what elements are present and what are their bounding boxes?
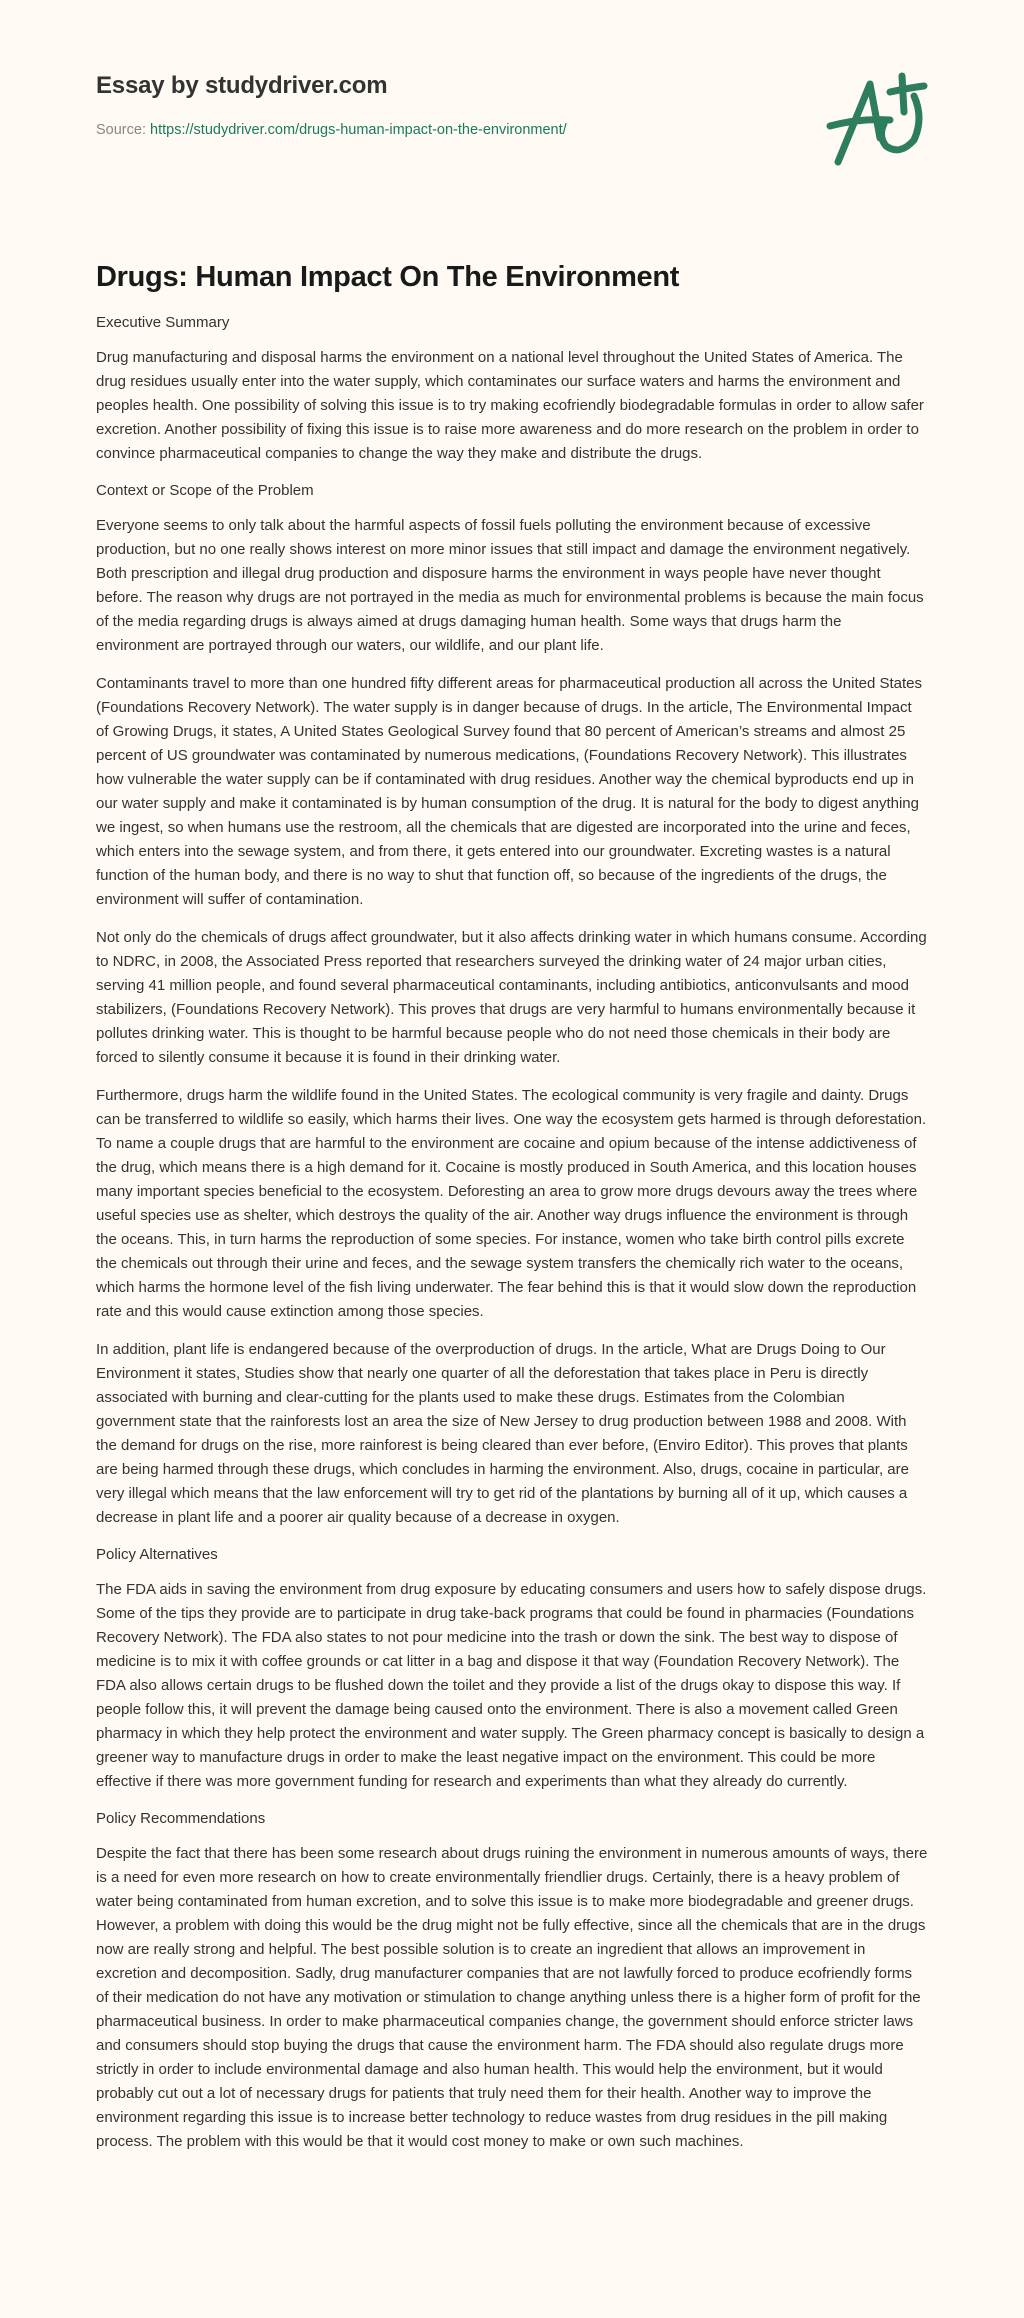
section-policy-recommendations — [96, 1808, 928, 2154]
site-title: Essay by studydriver.com — [96, 72, 388, 99]
section-context-scope — [96, 480, 928, 1530]
source-label: Source: — [96, 122, 146, 138]
paragraph: Contaminants travel to more than one hundred fifty different areas for pharmaceutical production all across the United States (Foundations Recovery Network). The water supply is in danger because of drugs. In the article, The Environmental Impact of Growing Drugs, it states, A United States Geological Survey found that 80 percent of American’s streams and almost 25 percent of US groundwater was contaminated by numerous medications, (Foundations Recovery Network). This illustrates how vulnerable the water supply can be if contaminated with drug residues. Another way the chemical byproducts end up in our water supply and make it contaminated is by human consumption of the drug. It is natural for the body to digest anything we ingest, so when humans use the restroom, all the chemicals that are digested are incorporated into the urine and feces, which enters into the sewage system, and from there, it gets entered into our groundwater. Excreting wastes is a natural function of the human body, and there is no way to shut that function off, so because of the ingredients of the drugs, the environment will suffer of contamination. — [96, 675, 923, 908]
section-heading: Policy Alternatives — [96, 1546, 218, 1563]
a-plus-logo-icon — [820, 66, 950, 166]
document-body — [0, 260, 1024, 2154]
page-header — [0, 0, 1024, 260]
paragraph: Drug manufacturing and disposal harms the environment on a national level throughout the United States of America. The drug residues usually enter into the water supply, which contaminates our surface waters and harms the environment and peoples health. One possibility of solving this issue is to try making ecofriendly biodegradable formulas in order to allow safer excretion. Another possibility of fixing this issue is to raise more awareness and do more research on the problem in order to convince pharmaceutical companies to change the way they make and distribute the drugs. — [96, 349, 924, 462]
paragraph: Furthermore, drugs harm the wildlife found in the United States. The ecological community is very fragile and dainty. Drugs can be transferred to wildlife so easily, which harms their lives. One way the ecosystem gets harmed is through deforestation. To name a couple drugs that are harmful to the environment are cocaine and opium because of the intense addictiveness of the drug, which means there is a high demand for it. Cocaine is mostly produced in South America, and this location houses many important species beneficial to the ecosystem. Deforesting an area to grow more drugs devours away the trees where useful species use as shelter, which destroys the quality of the air. Another way drugs influence the environment is through the oceans. This, in turn harms the reproduction of some species. For instance, women who take birth control pills excrete the chemicals out through their urine and feces, and the sewage system transfers the chemically rich water to the oceans, which harms the hormone level of the fish living underwater. The fear behind this is that it would slow down the reproduction rate and this would cause extinction among those species. — [96, 1087, 927, 1320]
paragraph: The FDA aids in saving the environment from drug exposure by educating consumers and users how to safely dispose drugs. Some of the tips they provide are to participate in drug take-back programs that could be found in pharmacies (Foundations Recovery Network). The FDA also states to not pour medicine into the trash or down the sink. The best way to dispose of medicine is to mix it with coffee grounds or cat litter in a bag and dispose it that way (Foundation Recovery Network). The FDA also allows certain drugs to be flushed down the toilet and they provide a list of the drugs okay to dispose this way. If people follow this, it will prevent the damage being caused onto the environment. There is also a movement called Green pharmacy in which they help protect the environment and water supply. The Green pharmacy concept is basically to design a greener way to manufacture drugs in order to make the least negative impact on the environment. This could be more effective if there was more government funding for research and experiments than what they already do currently. — [96, 1581, 927, 1790]
paragraph: Not only do the chemicals of drugs affect groundwater, but it also affects drinking water in which humans consume. According to NDRC, in 2008, the Associated Press reported that researchers surveyed the drinking water of 24 major urban cities, serving 41 million people, and found several pharmaceutical contaminants, including antibiotics, anticonvulsants and mood stabilizers, (Foundations Recovery Network). This proves that drugs are very harmful to humans environmentally because it pollutes drinking water. This is thought to be harmful because people who do not need those chemicals in their body are forced to silently consume it because it is found in their drinking water. — [96, 929, 927, 1066]
section-executive-summary — [96, 312, 928, 466]
paragraph: Despite the fact that there has been some research about drugs ruining the environment in numerous amounts of ways, there is a need for even more research on how to create environmentally friendlier drugs. Certainly, there is a heavy problem of water being contaminated from human excretion, and to solve this issue is to make more biodegradable and greener drugs. However, a problem with doing this would be the drug might not be fully effective, since all the chemicals that are in the drugs now are really strong and helpful. The best possible solution is to create an ingredient that allows an improvement in excretion and decomposition. Sadly, drug manufacturer companies that are not lawfully forced to produce ecofriendly forms of their medication do not have any motivation or stimulation to change anything unless there is a higher form of profit for the pharmaceutical business. In order to make pharmaceutical companies change, the government should enforce stricter laws and consumers should stop buying the drugs that cause the environment harm. The FDA should also regulate drugs more strictly in order to include environmental damage and also human health. This would help the environment, but it would probably cut out a lot of necessary drugs for patients that truly need them for their health. Another way to improve the environment regarding this issue is to increase better technology to reduce wastes from drug residues in the pill making process. The problem with this would be that it would cost money to make or own such machines. — [96, 1845, 928, 2150]
source-link[interactable]: https://studydriver.com/drugs-human-impact-on-the-environment/ — [150, 122, 567, 138]
document-title: Drugs: Human Impact On The Environment — [96, 261, 680, 293]
paragraph: Everyone seems to only talk about the harmful aspects of fossil fuels polluting the environment because of excessive production, but no one really shows interest on more minor issues that still impact and damage the environment negatively. Both prescription and illegal drug production and disposure harms the environment in ways people have never thought before. The reason why drugs are not portrayed in the media as much for environmental problems is because the main focus of the media regarding drugs is always aimed at drugs damaging human health. Some ways that drugs harm the environment are portrayed through our waters, our wildlife, and our plant life. — [96, 517, 924, 654]
paragraph: In addition, plant life is endangered because of the overproduction of drugs. In the article, What are Drugs Doing to Our Environment it states, Studies show that nearly one quarter of all the deforestation that takes place in Peru is directly associated with burning and clear-cutting for the plants used to make these drugs. Estimates from the Colombian government state that the rainforests lost an area the size of New Jersey to drug production between 1988 and 2008. With the demand for drugs on the rise, more rainforest is being cleared than ever before, (Enviro Editor). This proves that plants are being harmed through these drugs, which concludes in harming the environment. Also, drugs, cocaine in particular, are very illegal which means that the law enforcement will try to get rid of the plantations by burning all of it up, which causes a decrease in plant life and a poorer air quality because of a decrease in oxygen. — [96, 1341, 909, 1526]
section-heading: Policy Recommendations — [96, 1810, 266, 1827]
section-heading: Executive Summary — [96, 314, 230, 331]
section-policy-alternatives — [96, 1544, 928, 1794]
source-line — [96, 122, 567, 138]
section-heading: Context or Scope of the Problem — [96, 482, 314, 499]
